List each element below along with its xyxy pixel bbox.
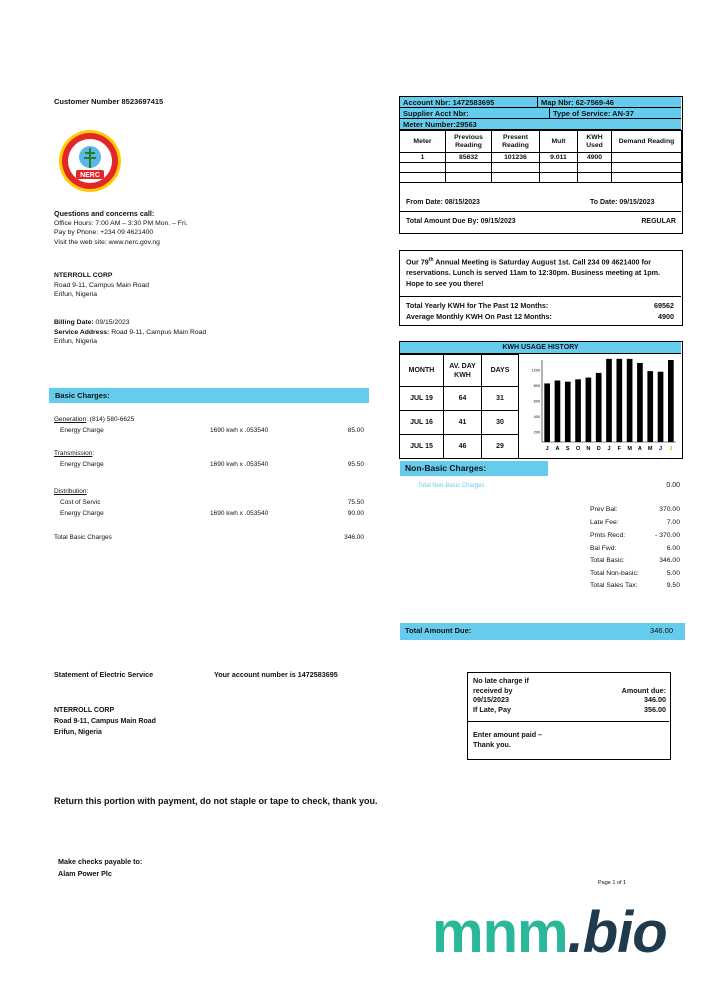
chart-bar [555,381,561,443]
chart-bars [544,359,673,442]
distribution-amount1: 75.50 [347,499,364,506]
payable-to [58,856,142,880]
chart-bar [544,383,550,442]
supplier-account: Supplier Acct Nbr: [400,108,550,119]
distribution-amount2: 90.00 [347,510,364,517]
distribution-calc: 1690 kwh x .053540 [210,510,269,517]
to-date: To Date: 09/15/2023 [590,199,655,206]
yearly-kwh-label: Total Yearly KWH for The Past 12 Months: [406,301,549,310]
billing-info [54,318,206,347]
chart-x-tick: S [565,446,570,452]
monthly-kwh: 4900 [658,312,674,321]
chart-y-tick: 800 [533,384,540,388]
chart-bar [616,359,622,442]
col-kwh: KWH Used [578,131,612,153]
contact-block [54,209,188,247]
summary-row: Total Basic: 346.00 [590,557,680,564]
chart-x-tick: M [627,446,632,452]
meter-table [399,130,682,183]
address-line1: Road 9-11, Campus Main Road [54,281,150,289]
summary-row: Total Non-basic: 5.00 [590,570,680,577]
distribution-item2: Energy Charge [60,510,104,517]
transmission-label: Transmission [54,450,93,457]
chart-x-tick: D [596,446,601,452]
summary-row: Bal Fwd: 6.00 [590,545,680,552]
chart-y-tick: 400 [533,415,540,419]
contact-heading: Questions and concerns call: [54,209,155,218]
generation-label: Generation [54,416,87,423]
chart-bar [565,382,571,442]
chart-bar [575,379,581,442]
customer-name: NTERROLL CORP [54,272,113,279]
generation-amount: 85.00 [347,427,364,434]
return-note: Return this portion with payment, do not staple or tape to check, thank you. [54,796,378,806]
meter-data-row [400,153,682,163]
chart-bar [596,373,602,442]
kwh-cell: 4900 [578,153,612,163]
remit-line2: Erifun, Nigeria [54,729,102,736]
chart-x-tick: J [659,446,663,452]
summary-row: Total Sales Tax: 9.50 [590,582,680,589]
chart-bar [606,359,612,442]
col-mult: Mult [540,131,578,153]
distribution-item1: Cost of Servic [60,499,101,506]
present-cell: 101236 [492,153,540,163]
generation-row [54,416,366,425]
col-meter: Meter [400,131,446,153]
chart-y-ticks [532,369,540,435]
summary-row: Pmts Recd: - 370.00 [590,532,680,539]
statement-title: Statement of Electric Service [54,670,154,679]
total-basic-label: Total Basic Charges [54,534,112,541]
col-month: MONTH [400,355,444,387]
col-previous: Previous Reading [446,131,492,153]
total-basic-row [54,534,366,543]
pay-phone: Pay by Phone: +234 09 4621400 [54,229,154,236]
chart-bar [637,363,643,442]
demand-cell [612,153,682,163]
statement-account: Your account number is 1472583695 [214,670,338,679]
total-due-value: 346.00 [650,626,673,635]
chart-x-tick: A [637,446,642,452]
account-box [399,96,683,234]
chart-x-tick: J [607,446,611,452]
distribution-cost-row [54,499,366,508]
col-demand: Demand Reading [612,131,682,153]
col-present: Present Reading [492,131,540,153]
chart-bar [586,378,592,442]
chart-x-tick: F [617,446,621,452]
distribution-energy-row [54,510,366,519]
monthly-kwh-label: Average Monthly KWH On Past 12 Months: [406,312,552,321]
nerc-logo [54,128,126,194]
chart-x-tick: N [586,446,591,452]
logo-text: NERC [80,172,100,179]
generation-calc: 1690 kwh x .053540 [210,427,269,434]
transmission-amount: 95.50 [347,461,364,468]
map-number: Map Nbr: 62-7569-46 [538,97,681,108]
summary-row: Late Fee: 7.00 [590,519,680,526]
history-table [399,354,519,459]
history-row: JUL 16 41 30 [400,411,519,435]
service-type: Type of Service: AN-37 [550,108,681,119]
from-date: From Date: 08/15/2023 [406,199,480,206]
transmission-item: Energy Charge [60,461,104,468]
chart-x-tick: J [545,446,549,452]
billing-date-label: Billing Date: [54,319,94,326]
chart-bar [627,359,633,442]
late-charge-info: No late charge if received by Amount due: 09/15/2023 346.00 If Late, Pay 356.00 [473,676,666,714]
basic-charges-header: Basic Charges: [49,388,369,403]
total-basic-amount: 346.00 [344,534,364,541]
col-avg-kwh: AV. DAY KWH [444,355,482,387]
usage-history-box [399,341,683,459]
summary-row: Prev Bal: 370.00 [590,506,680,513]
history-title: KWH USAGE HISTORY [400,342,681,354]
account-number: Account Nbr: 1472583695 [400,97,538,108]
billing-date: 09/15/2023 [95,319,130,326]
generation-energy-row [54,427,366,436]
non-basic-total: 0.00 [666,482,680,489]
customer-address [54,271,149,300]
mult-cell: 9.011 [540,153,578,163]
payable-label: Make checks payable to: [58,857,143,866]
generation-phone: : (814) 580-6625 [86,416,135,423]
meter-empty-row [400,163,682,173]
meeting-notice: Our 79th Annual Meeting is Saturday August 1st. Call 234 09 4621400 for reservations. Lunch is served 11am to 12:30pm. Business meeting at 1pm. Hope to see you there! [406,257,661,289]
meter-empty-row [400,173,682,183]
chart-bar [647,371,653,442]
distribution-row [54,488,366,497]
service-city: Erifun, Nigeria [54,338,98,345]
distribution-label: Distribution [54,488,87,495]
meter-number: Meter Number:29563 [400,119,681,130]
previous-cell: 85632 [446,153,492,163]
payable-name: Alam Power Plc [58,869,112,878]
generation-item: Energy Charge [60,427,104,434]
service-address: Road 9-11, Campus Main Road [111,328,207,336]
late-charge-box [467,672,671,760]
office-hours: Office Hours: 7:00 AM – 3:30 PM Mon. – Fri. [54,219,188,227]
remit-address [54,705,156,738]
usage-chart [522,356,680,456]
total-amount-due-bar [400,623,685,640]
due-by: Total Amount Due By: 09/15/2023 [406,218,516,225]
col-days: DAYS [482,355,519,387]
enter-amount-field[interactable]: Enter amount paid – Thank you. [473,730,543,749]
total-due-label: Total Amount Due: [405,626,472,635]
non-basic-header: Non-Basic Charges: [400,461,548,476]
chart-x-ticks [546,446,673,452]
watermark-logo: mnm.bio [432,900,667,965]
history-header-row [400,355,519,387]
chart-x-tick: M [647,446,653,452]
customer-number: Customer Number 8523697415 [54,97,164,106]
page-number: Page 1 of 1 [598,880,627,886]
chart-bar [668,360,674,442]
meter-header-row [400,131,682,153]
chart-y-tick: 200 [533,430,540,435]
transmission-row [54,450,366,459]
distribution-colon: : [86,488,89,495]
history-row: JUL 15 46 29 [400,435,519,459]
service-address-label: Service Address: [54,328,110,336]
chart-y-tick: 1200 [531,368,540,373]
regular-label: REGULAR [641,218,676,225]
transmission-calc: 1690 kwh x .053540 [210,461,269,468]
chart-x-tick: O [575,446,581,452]
history-row: JUL 19 64 31 [400,387,519,411]
chart-y-tick: 600 [533,399,540,404]
transmission-colon: : [92,450,95,457]
non-basic-total-label: Total Non-Basic Charges [418,483,485,489]
transmission-energy-row [54,461,366,470]
chart-x-tick: J [669,446,673,452]
remit-line1: Road 9-11, Campus Main Road [54,718,156,725]
remit-name: NTERROLL CORP [54,707,115,714]
notice-box [399,250,683,326]
address-line2: Erifun, Nigeria [54,291,98,298]
chart-bar [658,372,664,442]
chart-x-tick: A [555,446,560,452]
yearly-kwh: 69562 [654,301,674,310]
meter-cell: 1 [400,153,446,163]
website[interactable]: Visit the web site: www.nerc.gov.ng [54,238,160,246]
